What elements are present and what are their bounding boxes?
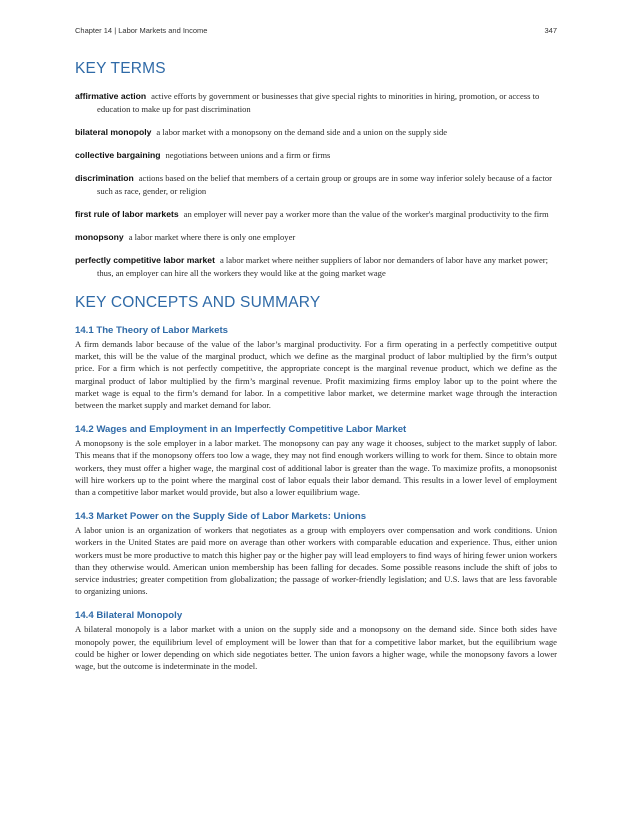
term-definition: active efforts by government or businesses that give special rights to minorities in hiring, promotion, or access to education to make up for past discrimination: [97, 91, 540, 114]
term-definition: negotiations between unions and a firm or firms: [165, 150, 331, 160]
key-term-affirmative-action: [75, 90, 557, 116]
subsection-body: A bilateral monopoly is a labor market with a union on the supply side and a monopsony on the demand side. Since both sides have monopoly power, the equilibrium level of employment will be lower than that for a competitive labor market, but the equilibrium wage could be higher or lower depending on which side negotiates better. The union favors a higher wage, while the monopsony favors a lower wage, but the outcome is indeterminate in the model.: [75, 624, 557, 672]
summary-section-14-1: [75, 325, 557, 411]
subsection-heading: 14.2 Wages and Employment in an Imperfectly Competitive Labor Market: [75, 424, 407, 436]
summary-section-14-3: [75, 511, 557, 597]
page-number: 347: [544, 26, 557, 35]
page-content: [75, 60, 557, 672]
term-word: monopsony: [75, 232, 124, 242]
subsection-heading: 14.3 Market Power on the Supply Side of Labor Markets: Unions: [75, 511, 367, 523]
term-definition: a labor market where neither suppliers of labor nor demanders of labor have any market power; thus, an employer can hire all the workers they would like at the going market wage: [97, 255, 549, 278]
running-header: [75, 26, 557, 35]
key-term-first-rule-of-labor-markets: [75, 208, 557, 221]
subsection-body: A labor union is an organization of workers that negotiates as a group with employers over compensation and work conditions. Union workers in the United States are paid more on average than other workers with comparable education and experience. Thus, either union workers must be more productive to match this higher pay or the higher pay will lead employers to find ways of hiring fewer union workers than they otherwise would. American union membership has been falling for decades. Some possible reasons include the shift of jobs to service industries; greater competition from globalization; the passage of worker-friendly legislation; and U.S. laws that are less favorable to organizing unions.: [75, 525, 557, 597]
term-word: affirmative action: [75, 91, 147, 101]
subsection-heading: 14.1 The Theory of Labor Markets: [75, 325, 229, 336]
key-term-bilateral-monopoly: [75, 126, 557, 139]
term-word: bilateral monopoly: [75, 127, 152, 137]
key-term-collective-bargaining: [75, 149, 557, 162]
term-word: perfectly competitive labor market: [75, 255, 215, 265]
key-term-monopsony: [75, 231, 557, 244]
term-definition: actions based on the belief that members of a certain group or groups are in some way inferior solely because of a factor such as race, gender, or religion: [97, 173, 553, 196]
term-word: first rule of labor markets: [75, 209, 179, 219]
subsection-body: A firm demands labor because of the value of the labor’s marginal productivity. For a firm operating in a perfectly competitive output market, this will be the value of the marginal product, which we define as the marginal product of labor multiplied by the firm’s output price. For a firm which is not perfectly competitive, the appropriate concept is the marginal revenue product, which we define as the marginal product of labor multiplied by the firm’s marginal revenue. Profit maximizing firms employ labor up to the point where the market wage is equal to the firm’s demand for labor. In a competitive labor market, we determine market wage through the interaction between the market supply and market demand for labor.: [75, 339, 557, 411]
chapter-label: Chapter 14 | Labor Markets and Income: [75, 26, 208, 35]
subsection-heading: 14.4 Bilateral Monopoly: [75, 610, 183, 622]
term-definition: an employer will never pay a worker more than the value of the worker's marginal productivity to the firm: [183, 209, 549, 219]
summary-section-14-2: [75, 424, 557, 498]
key-term-perfectly-competitive-labor-market: [75, 254, 557, 280]
summary-heading: KEY CONCEPTS AND SUMMARY: [75, 294, 321, 311]
term-word: discrimination: [75, 173, 134, 183]
term-word: collective bargaining: [75, 150, 161, 160]
subsection-body: A monopsony is the sole employer in a labor market. The monopsony can pay any wage it chooses, subject to the market supply of labor. This means that if the monopsony offers too low a wage, they may not find enough workers willing to work for them. Since to obtain more workers, they must offer a higher wage, the marginal cost of additional labor is greater than the wage. To maximize profits, a monopsonist will hire workers up to the point where the marginal cost of labor equals their labor demand. This results in a lower level of employment than a competitive labor market would provide, but also a lower equilibrium wage.: [75, 438, 557, 498]
key-terms-list: [75, 90, 557, 280]
term-definition: a labor market where there is only one employer: [128, 232, 296, 242]
key-terms-heading: KEY TERMS: [75, 60, 166, 77]
term-definition: a labor market with a monopsony on the demand side and a union on the supply side: [156, 127, 448, 137]
summary-section-14-4: [75, 610, 557, 672]
key-term-discrimination: [75, 172, 557, 198]
